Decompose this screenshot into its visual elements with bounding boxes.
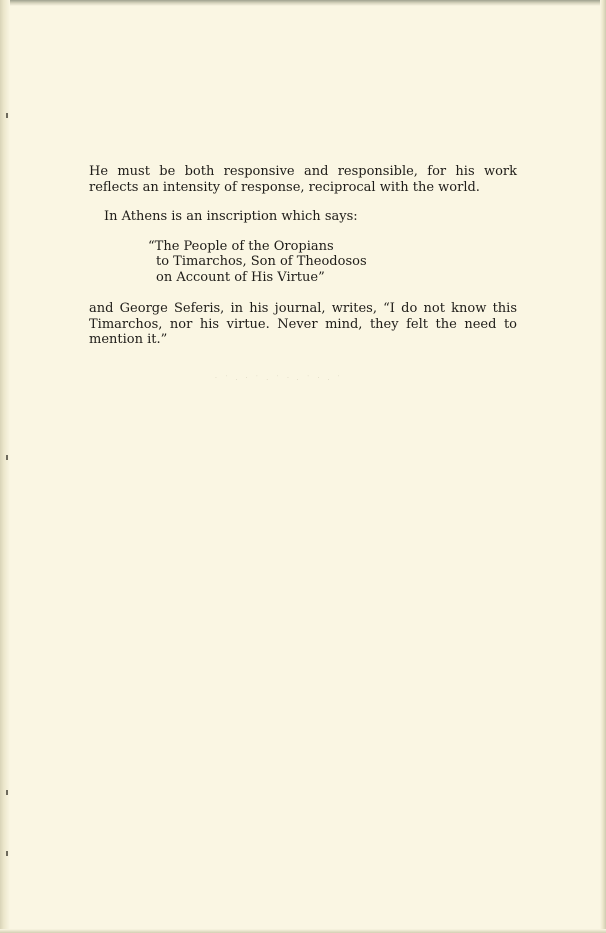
body-text [89,164,517,348]
paragraph-athens: In Athens is an inscription which says: [104,209,358,224]
paper-specks: · ˙ . · ˙ . ˙ · . ˙ · . ˙ [215,375,344,382]
page-top-edge [0,0,606,6]
page-binding-edge [0,0,10,933]
binding-mark [6,790,8,795]
page-right-edge [600,0,606,933]
inscription-line-2: to Timarchos, Son of Theodosos [156,254,367,269]
inscription-quote [89,239,517,286]
inscription-line-3: on Account of His Virtue” [156,269,325,285]
paragraph-responsive: He must be both responsive and responsible, for his work reflects an intensity of response, reciprocal with the world. [89,164,517,195]
binding-mark [6,851,8,856]
binding-mark [6,455,8,460]
paragraph-seferis: and George Seferis, in his journal, writes, “I do not know this Timarchos, nor his virtue. Never mind, they felt the need to mention it.” [89,301,517,347]
inscription-line-1: “The People of the Oropians [148,238,334,254]
binding-mark [6,113,8,118]
page-bottom-edge [0,929,606,933]
